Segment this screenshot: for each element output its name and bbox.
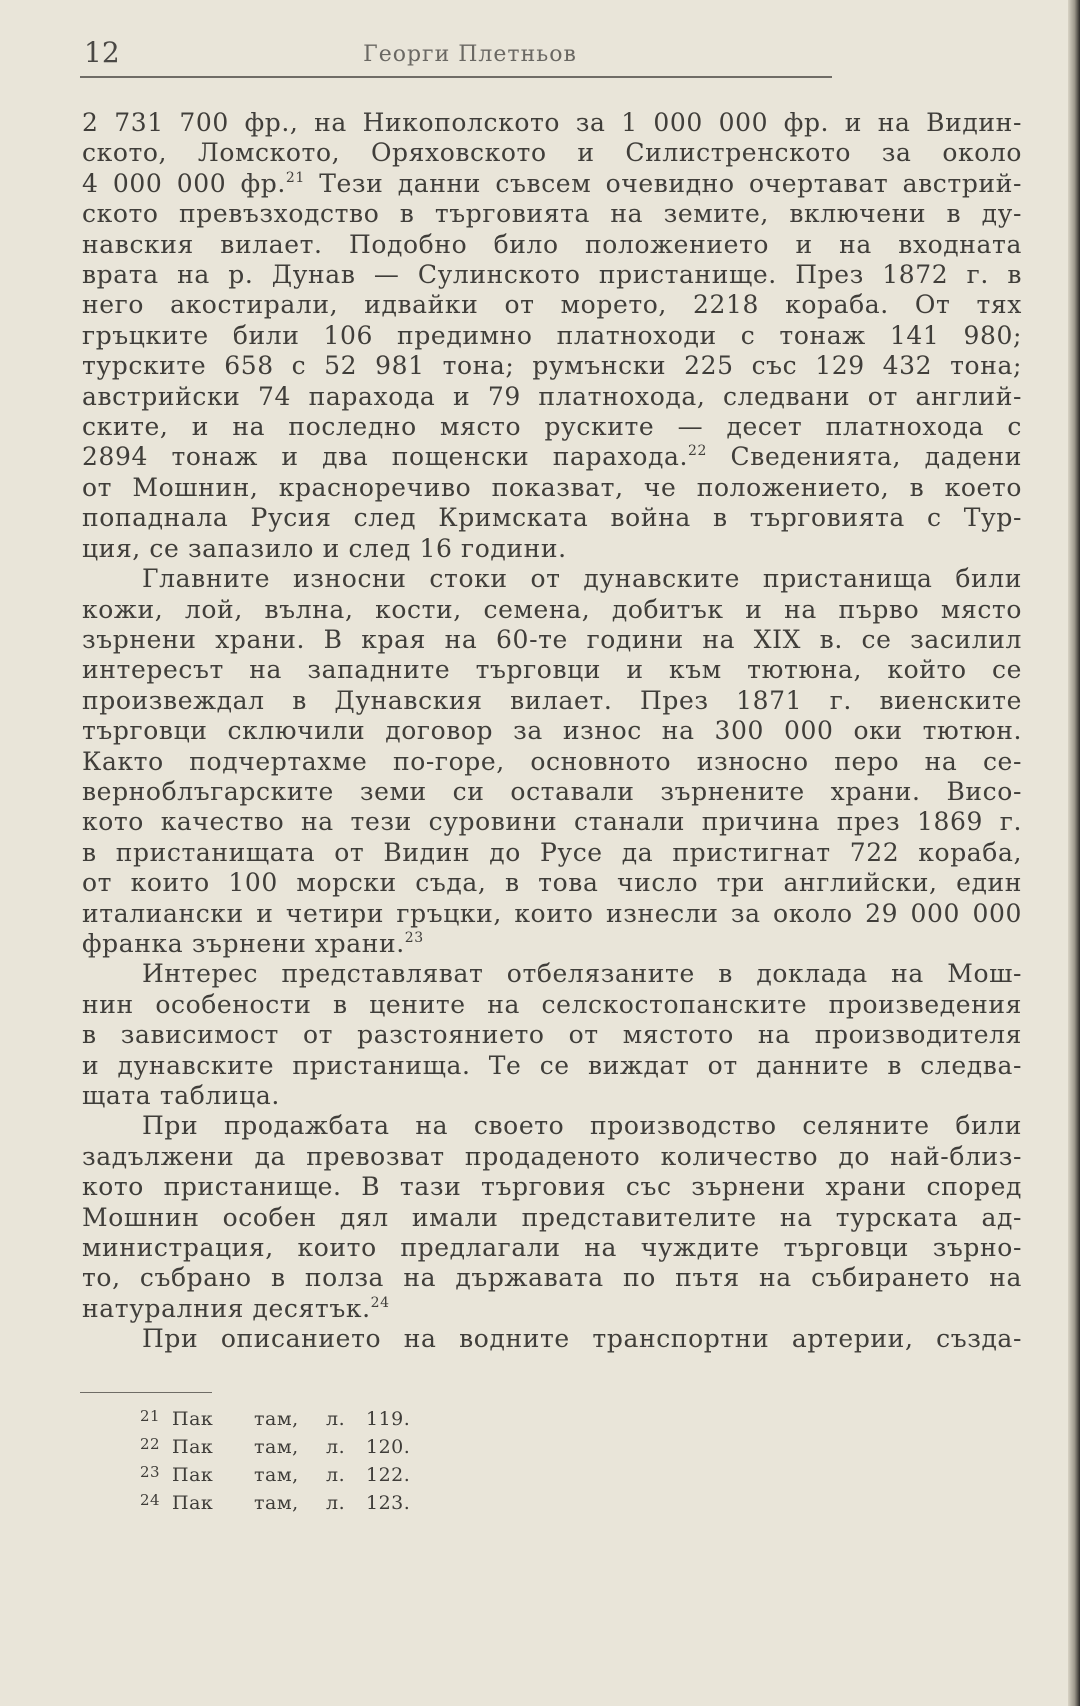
body-text xyxy=(82,108,1022,1355)
text-line: натуралния десятък.$^{24}$ xyxy=(82,1293,390,1323)
text-line: гръцките били 106 предимно платноходи с тонаж 141 980; xyxy=(82,320,1022,350)
text-line: нин особености в цените на селскостопанските произведения xyxy=(82,989,1022,1019)
text-line: Интерес представляват отбелязаните в доклада на Мош- xyxy=(142,959,1022,989)
footnote-item: 24 Пак там, л. 123. xyxy=(140,1488,410,1516)
footnote-number: 22 xyxy=(140,1435,161,1453)
paragraph-3 xyxy=(82,959,1022,1111)
footnote-ref: 22 xyxy=(688,443,708,460)
text-line: кожи, лой, вълна, кости, семена, добитък и на първо място xyxy=(82,594,1022,624)
page-header xyxy=(80,34,1020,74)
text-line: задължени да превозват продаденото количество до най-близ- xyxy=(82,1141,1022,1171)
text-line: ското превъзходство в търговията на земите, включени в ду- xyxy=(82,199,1022,229)
text-line: него акостирали, идвайки от морето, 2218 кораба. От тях xyxy=(82,290,1022,320)
text-line: ция, се запазило и след 16 години. xyxy=(82,533,567,563)
text-line: При продажбата на своето производство селяните били xyxy=(142,1111,1022,1141)
footnote-item: 21 Пак там, л. 119. xyxy=(140,1404,410,1432)
footnote-number: 23 xyxy=(140,1463,161,1481)
paragraph-5 xyxy=(82,1324,1022,1354)
text-line: от Мошнин, красноречиво показват, че положението, в което xyxy=(82,472,1022,502)
text-line: 2894 тонаж и два пощенски парахода.$^{22}$ Сведенията, дадени xyxy=(82,442,1022,472)
footnote-ref: 24 xyxy=(370,1294,390,1311)
footnote-number: 21 xyxy=(140,1407,161,1425)
text-line: кото пристанище. В тази търговия със зърнени храни според xyxy=(82,1172,1022,1202)
text-line: При описанието на водните транспортни артерии, създа- xyxy=(142,1324,1022,1354)
footnote-rule xyxy=(80,1392,212,1393)
text-line: Както подчертахме по-горе, основното износно перо на се- xyxy=(82,746,1022,776)
page-number: 12 xyxy=(84,36,120,69)
text-line: 4 000 000 фр.$^{21}$ Тези данни съвсем очевидно очертават австрий- xyxy=(82,168,1023,198)
text-line: в зависимост от разстоянието от мястото на производителя xyxy=(82,1020,1022,1050)
text-line: от които 100 морски съда, в това число три английски, един xyxy=(82,868,1022,898)
page-edge-shadow xyxy=(1068,0,1080,1706)
text-line: франка зърнени храни.$^{23}$ xyxy=(82,928,424,958)
footnote-number: 24 xyxy=(140,1491,161,1509)
footnote-item: 22 Пак там, л. 120. xyxy=(140,1432,410,1460)
text-line: италиански и четири гръцки, които изнесли за около 29 000 000 xyxy=(82,898,1022,928)
text-line: интересът на западните търговци и към тютюна, който се xyxy=(82,655,1022,685)
footnote-item: 23 Пак там, л. 122. xyxy=(140,1460,410,1488)
text-line: ското, Ломското, Оряховското и Силистренското за около xyxy=(82,138,1022,168)
text-line: 2 731 700 фр., на Никополското за 1 000 000 фр. и на Видин- xyxy=(82,108,1022,137)
text-line: произвеждал в Дунавския вилает. През 1871 г. виенските xyxy=(82,685,1022,715)
header-rule xyxy=(80,76,832,78)
text-line: верноблъгарските земи си оставали зърнените храни. Висо- xyxy=(82,776,1022,806)
text-line: то, събрано в полза на държавата по пътя на събирането на xyxy=(82,1263,1022,1293)
text-line: австрийски 74 парахода и 79 платнохода, следвани от англий- xyxy=(82,381,1022,411)
footnote-ref: 23 xyxy=(404,929,424,946)
paragraph-1 xyxy=(82,108,1022,564)
text-line: в пристанищата от Видин до Русе да пристигнат 722 кораба, xyxy=(82,837,1022,867)
text-line: зърнени храни. В края на 60-те години на XIX в. се засилил xyxy=(82,624,1022,654)
paragraph-4 xyxy=(82,1111,1022,1324)
text-line: навския вилает. Подобно било положението и на входната xyxy=(82,229,1022,259)
footnotes xyxy=(140,1404,410,1516)
paragraph-2 xyxy=(82,564,1022,959)
text-line: щата таблица. xyxy=(82,1081,280,1110)
text-line: врата на р. Дунав — Сулинското пристанище. През 1872 г. в xyxy=(82,260,1022,290)
text-line: ските, и на последно място руските — десет платнохода с xyxy=(82,412,1022,442)
text-line: попаднала Русия след Кримската война в търговията с Тур- xyxy=(82,503,1022,533)
text-line: Главните износни стоки от дунавските пристанища били xyxy=(142,564,1022,594)
footnote-ref: 21 xyxy=(285,169,305,186)
text-line: турските 658 с 52 981 тона; румънски 225 със 129 432 тона; xyxy=(82,351,1022,381)
text-line: министрация, които предлагали на чуждите търговци зърно- xyxy=(82,1233,1022,1263)
text-line: Мошнин особен дял имали представителите на турската ад- xyxy=(82,1202,1022,1232)
text-line: кото качество на тези суровини станали причина през 1869 г. xyxy=(82,807,1022,837)
text-line: търговци сключили договор за износ на 300 000 оки тютюн. xyxy=(82,716,1022,746)
text-line: и дунавските пристанища. Те се виждат от данните в следва- xyxy=(82,1050,1022,1080)
running-title: Георги Плетньов xyxy=(363,42,577,67)
